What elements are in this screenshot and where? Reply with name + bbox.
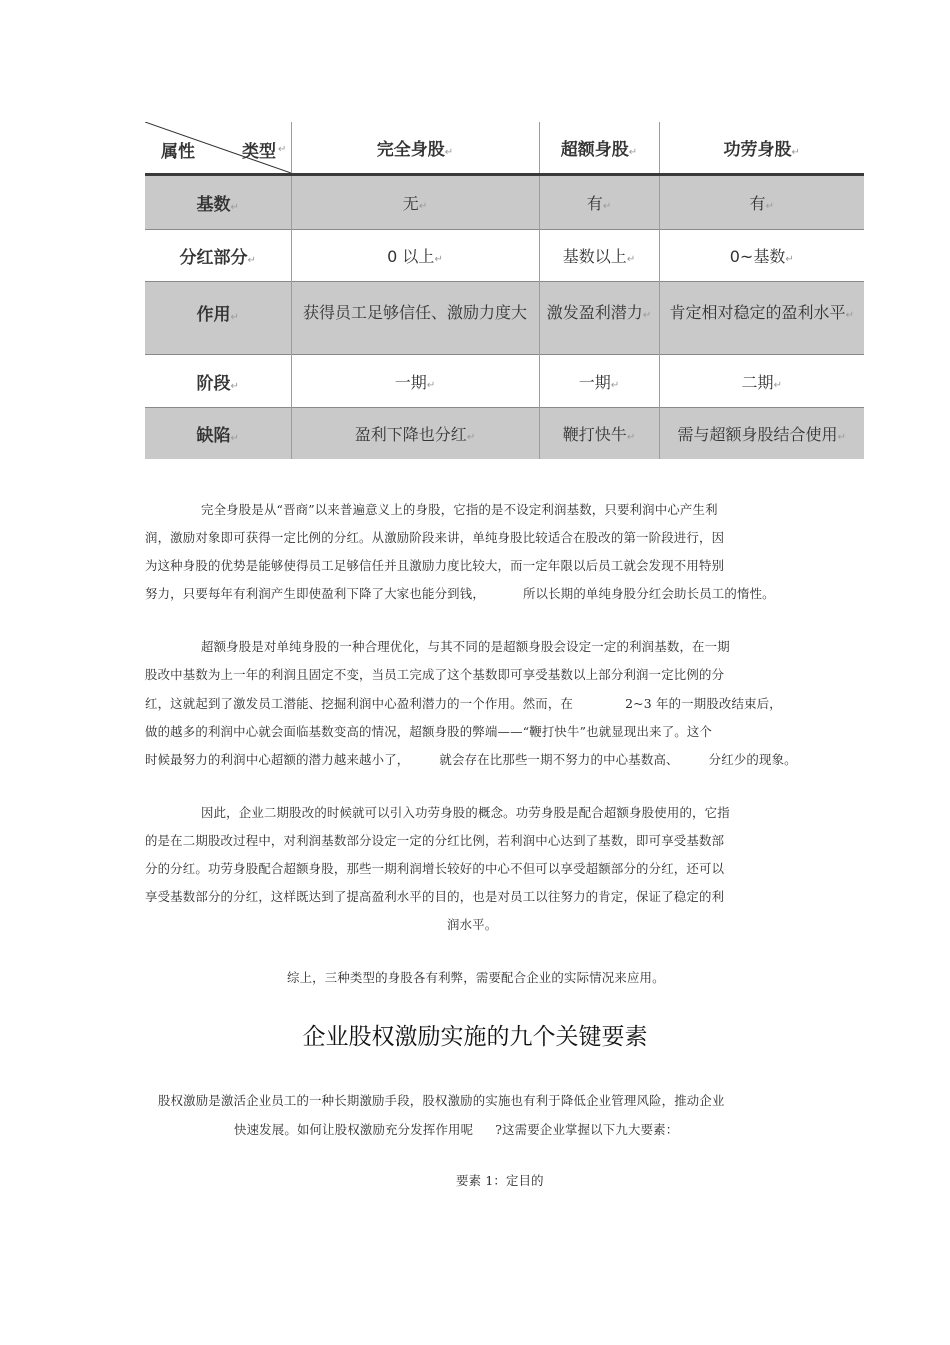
table-cell: 激发盈利潜力↵ bbox=[539, 282, 659, 355]
table-cell: 有↵ bbox=[659, 175, 864, 230]
row-label-stage: 阶段↵ bbox=[145, 355, 291, 408]
table-cell: 0~基数↵ bbox=[659, 230, 864, 282]
table-row bbox=[145, 175, 864, 230]
paragraph-line: 润，激励对象即可获得一定比例的分红。从激励阶段来讲，单纯身股比较适合在股改的第一阶段进行，因 bbox=[145, 530, 725, 545]
paragraph-line: 为这种身股的优势是能够使得员工足够信任并且激励力度比较大，而一定年限以后员工就会发现不用特别 bbox=[145, 558, 725, 573]
column-header-excess-share: 超额身股↵ bbox=[539, 122, 659, 175]
row-label-function: 作用↵ bbox=[145, 282, 291, 355]
column-header-full-share: 完全身股↵ bbox=[291, 122, 539, 175]
table-row bbox=[145, 282, 864, 355]
summary-text: 综上，三种类型的身股各有利弊，需要配合企业的实际情况来应用。 bbox=[287, 970, 665, 985]
paragraph-line: 超额身股是对单纯身股的一种合理优化，与其不同的是超额身股会设定一定的利润基数，在一期 bbox=[201, 639, 730, 654]
table-cell: 二期↵ bbox=[659, 355, 864, 408]
corner-attribute-label: 属性 bbox=[161, 142, 195, 162]
table-cell: 有↵ bbox=[539, 175, 659, 230]
paragraph-line: 润水平。 bbox=[447, 917, 498, 932]
paragraph-line: 分的分红。功劳身股配合超额身股，那些一期利润增长较好的中心不但可以享受超额部分的分红，还可以 bbox=[145, 861, 725, 876]
equity-type-comparison-table bbox=[145, 122, 864, 459]
table-row bbox=[145, 408, 864, 459]
table-cell: 一期↵ bbox=[291, 355, 539, 408]
paragraph-line: 的是在二期股改过程中，对利润基数部分设定一定的分红比例，若利润中心达到了基数，即可享受基数部 bbox=[145, 833, 725, 848]
paragraph-line: 快速发展。如何让股权激励充分发挥作用呢 ?这需要企业掌握以下九大要素： bbox=[234, 1122, 679, 1137]
corner-type-label: 类型 bbox=[242, 142, 276, 162]
table-cell: 盈利下降也分红↵ bbox=[291, 408, 539, 459]
table-cell: 获得员工足够信任、激励力度大 bbox=[291, 282, 539, 355]
factor-heading: 要素 1：定目的 bbox=[456, 1173, 544, 1188]
table-cell: 肯定相对稳定的盈利水平↵ bbox=[659, 282, 864, 355]
paragraph-line: 股改中基数为上一年的利润且固定不变，当员工完成了这个基数即可享受基数以上部分利润一定比例的分 bbox=[145, 667, 725, 682]
row-label-base: 基数↵ bbox=[145, 175, 291, 230]
paragraph-line: 因此，企业二期股改的时候就可以引入功劳身股的概念。功劳身股是配合超额身股使用的，它指 bbox=[201, 805, 730, 820]
row-label-dividend-part: 分红部分↵ bbox=[145, 230, 291, 282]
table-row bbox=[145, 355, 864, 408]
table-cell: 一期↵ bbox=[539, 355, 659, 408]
paragraph-line: 红，这就起到了激发员工潜能、挖掘利润中心盈利潜力的一个作用。然而，在 2~3 年的一期股改结束后， bbox=[145, 696, 782, 711]
table-cell: 基数以上↵ bbox=[539, 230, 659, 282]
table-row bbox=[145, 230, 864, 282]
table-cell: 需与超额身股结合使用↵ bbox=[659, 408, 864, 459]
table-cell: 无↵ bbox=[291, 175, 539, 230]
section-title: 企业股权激励实施的九个关键要素 bbox=[302, 1024, 648, 1050]
paragraph-line: 做的越多的利润中心就会面临基数变高的情况，超额身股的弊端——“鞭打快牛”也就显现出来了。这个 bbox=[145, 724, 713, 739]
paragraph-line: 股权激励是激活企业员工的一种长期激励手段，股权激励的实施也有利于降低企业管理风险，推动企业 bbox=[158, 1093, 725, 1108]
column-header-merit-share: 功劳身股↵ bbox=[659, 122, 864, 175]
table-corner-cell: 属性 类型 ↵ bbox=[145, 122, 291, 175]
table-cell: 0 以上↵ bbox=[291, 230, 539, 282]
table-cell: 鞭打快牛↵ bbox=[539, 408, 659, 459]
paragraph-line: 享受基数部分的分红，这样既达到了提高盈利水平的目的，也是对员工以往努力的肯定，保证了稳定的利 bbox=[145, 889, 725, 904]
row-label-defect: 缺陷↵ bbox=[145, 408, 291, 459]
paragraph-line: 努力，只要每年有利润产生即使盈利下降了大家也能分到钱， 所以长期的单纯身股分红会助长员工的惰性。 bbox=[145, 586, 775, 601]
table-header-row bbox=[145, 122, 864, 175]
paragraph-line: 完全身股是从“晋商”以来普遍意义上的身股，它指的是不设定利润基数，只要利润中心产生利 bbox=[201, 502, 718, 517]
paragraph-line: 时候最努力的利润中心超额的潜力越来越小了， 就会存在比那些一期不努力的中心基数高、 分红少的现象。 bbox=[145, 752, 797, 767]
